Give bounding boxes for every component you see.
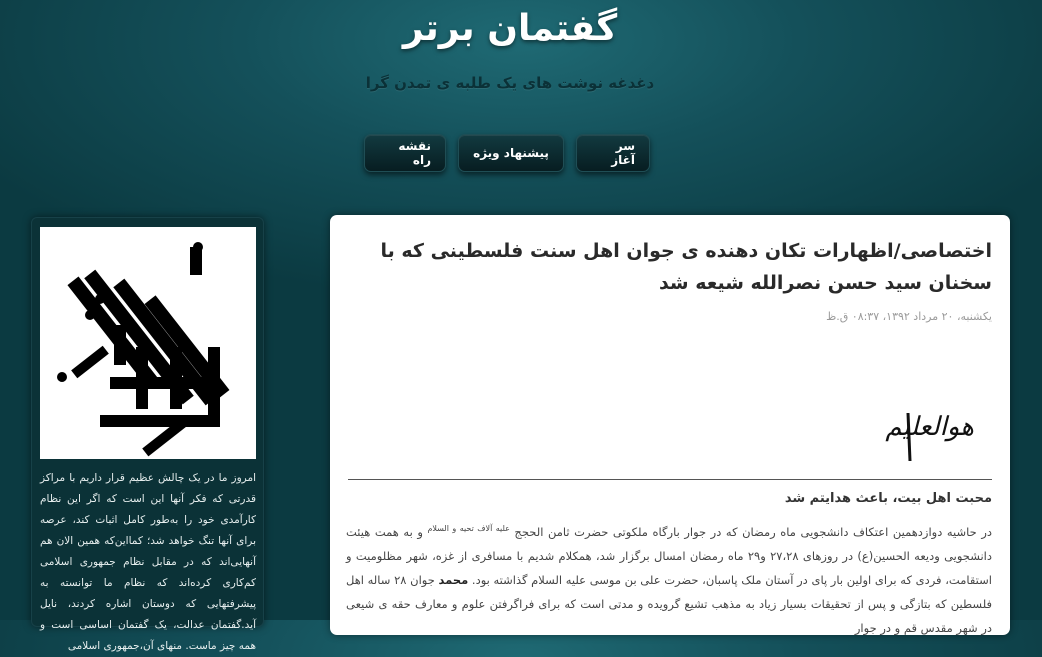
post-body-sup: علیه آلاف تحیه و السلام xyxy=(427,524,510,533)
post-subtitle: محبت اهل بیت، باعث هدایتم شد xyxy=(784,491,992,506)
sidebar-quote: امروز ما در یک چالش عظیم قرار داریم با مراکز قدرتی که فکر آنها این است که اگر این نظام کارآمدی خود را به‌طور کامل اثبات کند، عرصه برای آنها تنگ خواهد شد؛ کمااین‌که همین الان هم آنهایی‌اند که در مقابل نظام جمهوری اسلامی کم‌کاری کرده‌اند که نظام ما توانسته به پیشرفتهایی که دوستان اشاره کردند، نایل آید.گفتمان عدالت، یک گفتمان اساسی است و همه چیز ماست. منهای آن،جمهوری اسلامی xyxy=(40,472,256,652)
post-body-text: جوان ۲۸ ساله اهل فلسطین که بتازگی و پس از تحقیقات بسیار زیاد به مذهب تشیع گرویده و مدتی است که برای فراگرفتن علوم و معارف حقه ی شیعی در شهر مقدس قم و در جوار xyxy=(346,572,992,635)
site-title[interactable]: گفتمان برتر xyxy=(402,8,618,49)
sidebar xyxy=(31,217,264,652)
nav-featured-button[interactable]: پیشنهاد ویژه xyxy=(458,134,564,172)
main-nav xyxy=(360,134,650,174)
post-body-name: محمد xyxy=(438,572,469,587)
blog-post xyxy=(330,215,1010,635)
nav-home-button[interactable]: سر آغاز xyxy=(576,134,650,172)
calligraphy-heading xyxy=(885,393,978,463)
divider xyxy=(348,479,992,480)
post-body-text: و به همت هیئت دانشجویی ودیعه الحسین(ع) در روزهای ۲۷،۲۸ و۲۹ ماه رمضان امسال برگزار شد، همکلام شدیم با مسافری از غزه، شهر مظلومیت و استقامت، فردی که برای اولین بار پای در آستان ملک پاسبان، حضرت علی بن موسی علیه السلام گذاشته بود. xyxy=(346,524,993,587)
site-subtitle: دغدغه نوشت های یک طلبه ی تمدن گرا xyxy=(365,74,655,92)
post-date: یکشنبه، ۲۰ مرداد ۱۳۹۲، ۰۸:۳۷ ق.ظ xyxy=(826,310,992,323)
calligraphy-heading-text: هوالعلیم xyxy=(885,412,974,442)
post-body xyxy=(346,517,992,640)
calligraphy-logo-icon[interactable] xyxy=(40,227,256,459)
post-body-text: در حاشیه دوازدهمین اعتکاف دانشجویی ماه رمضان که در جوار بارگاه ملکوتی حضرت ثامن الحجج xyxy=(509,524,992,539)
nav-roadmap-button[interactable]: نقشه راه xyxy=(364,134,446,172)
post-title[interactable]: اختصاصی/اظهارات تکان دهنده ی جوان اهل سنت فلسطینی که با سخنان سید حسن نصرالله شیعه شد xyxy=(380,240,992,294)
